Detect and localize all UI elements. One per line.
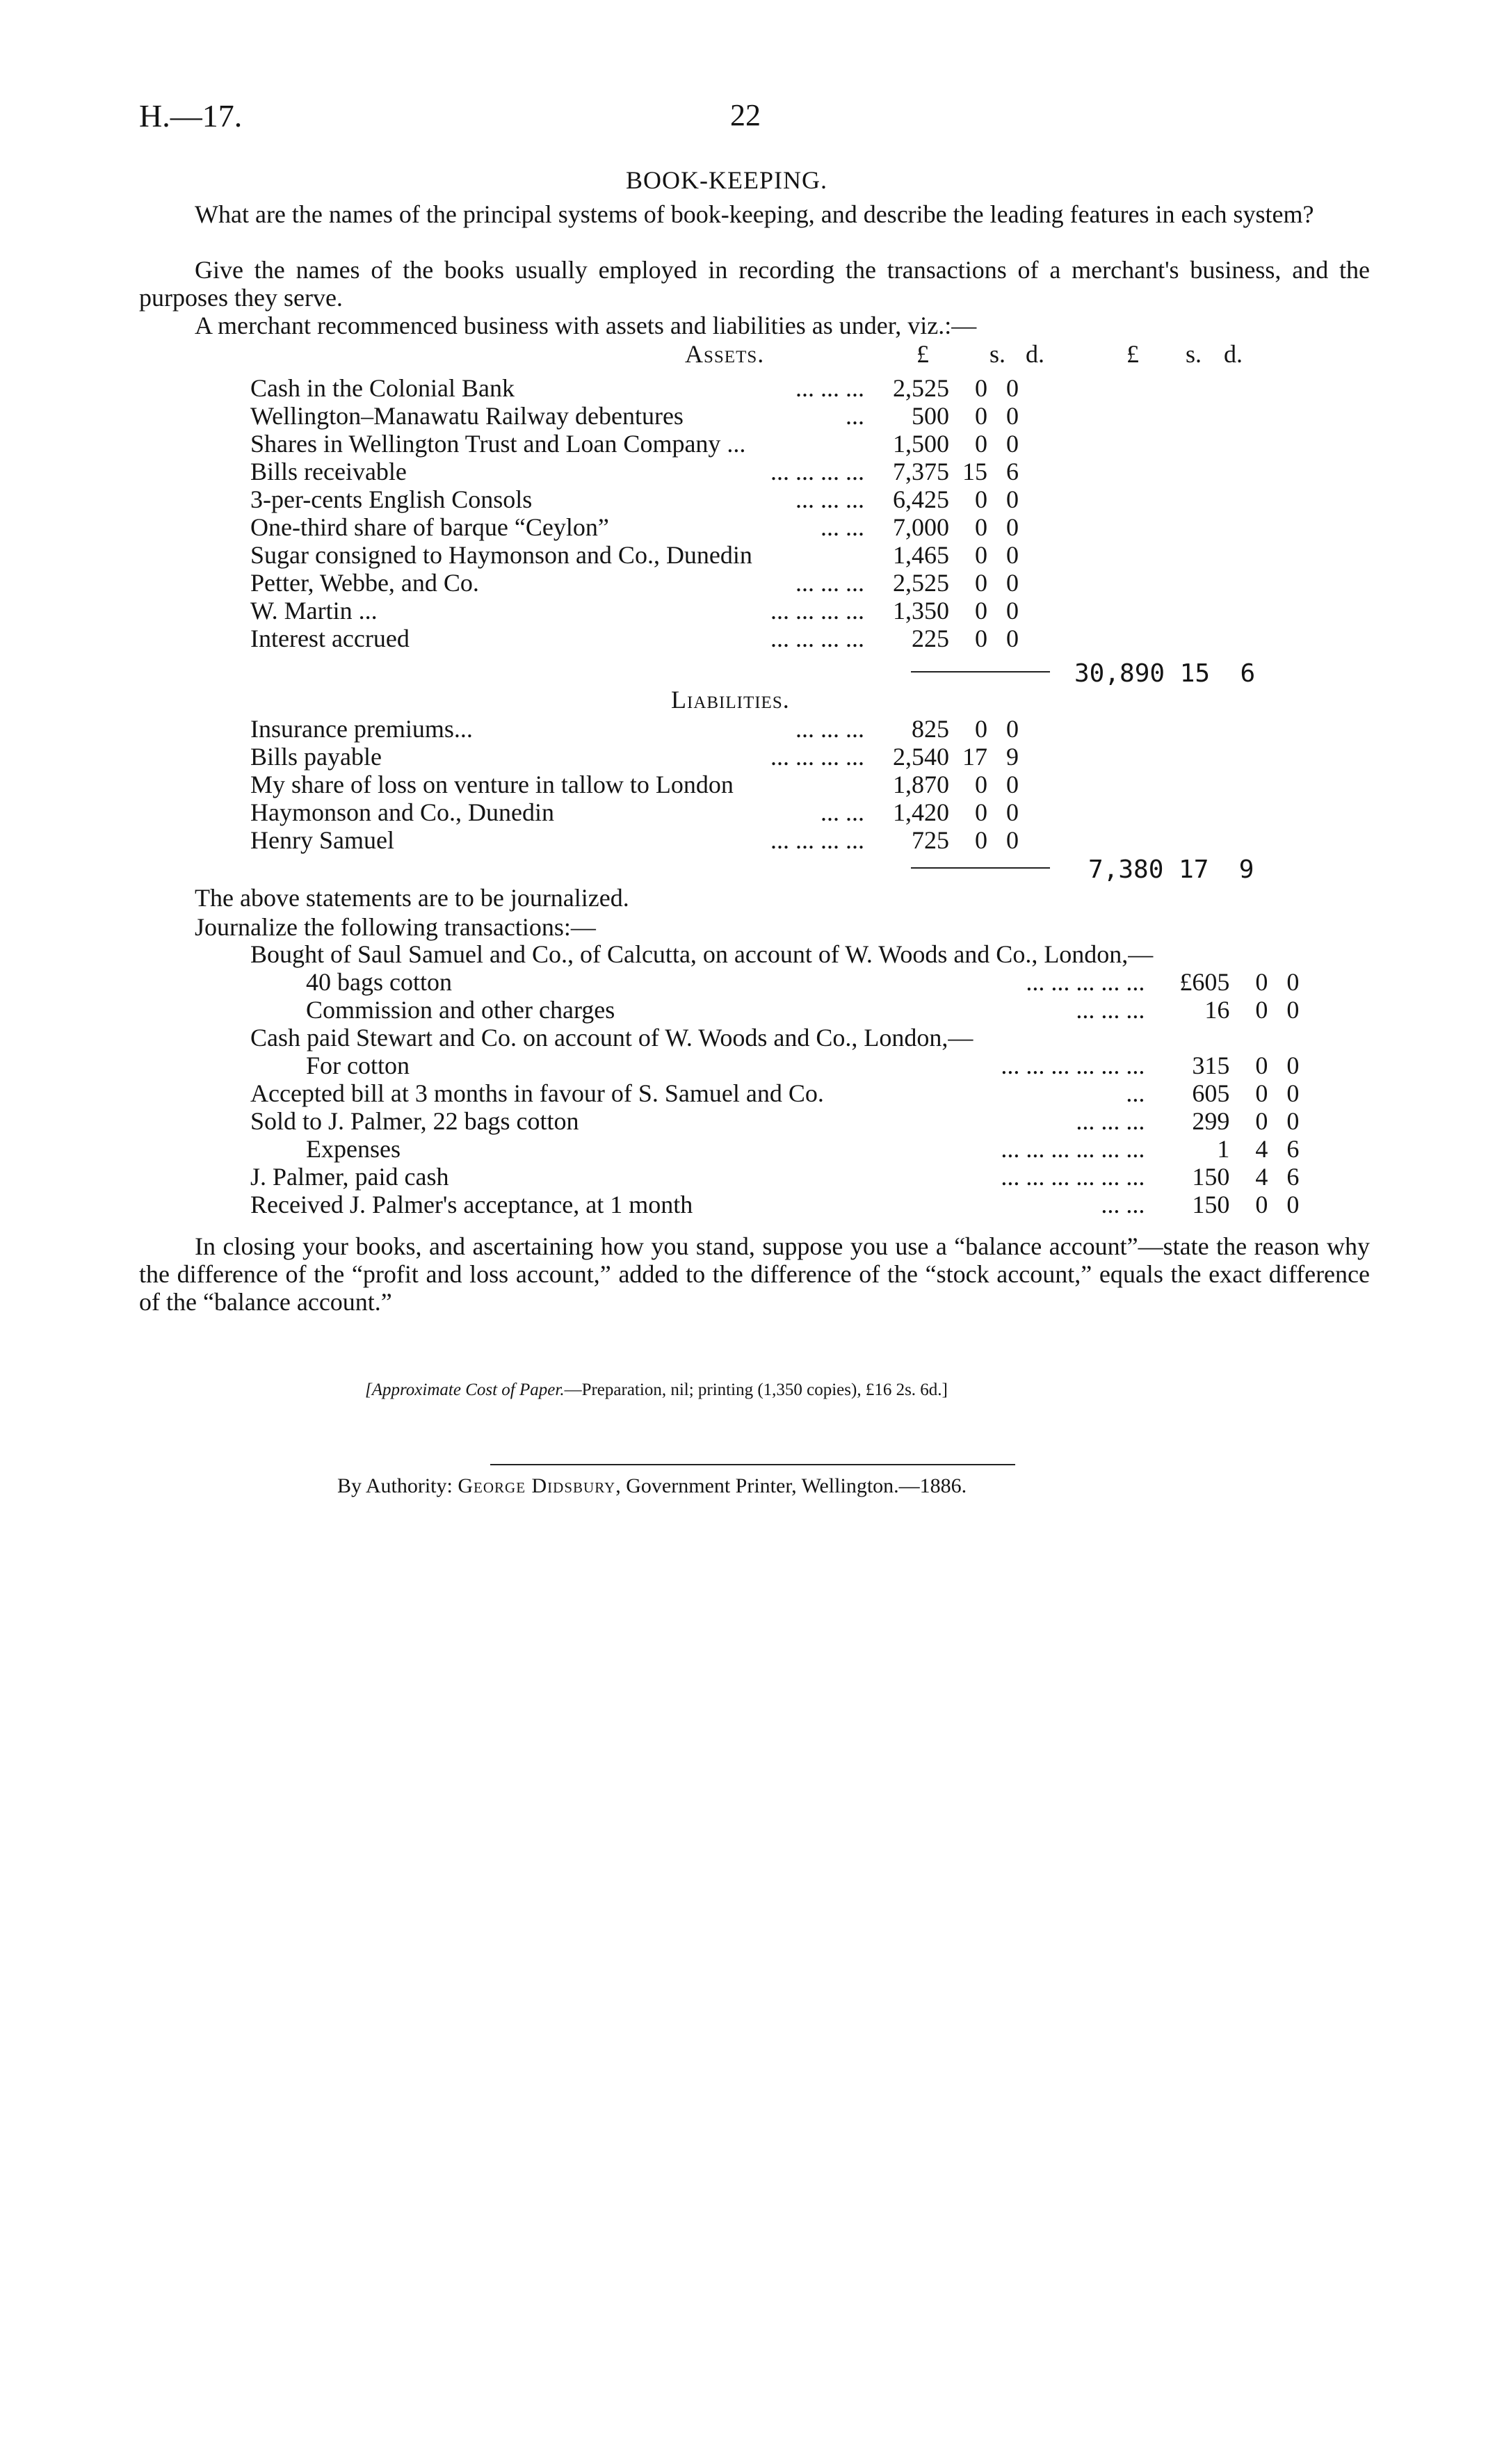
journalize-intro: Journalize the following transactions:— <box>195 913 596 941</box>
asset-row-shillings: 0 <box>975 597 987 625</box>
liabilities-sum-rule <box>911 867 1050 869</box>
question-3 <box>139 312 1370 339</box>
footer-rule <box>490 1464 1015 1465</box>
asset-row-label <box>250 430 873 458</box>
liabilities-heading: Liabilities. <box>671 686 790 714</box>
transaction-row-shillings: 0 <box>1255 1107 1268 1135</box>
col-header-shillings: s. <box>989 340 1006 368</box>
transaction-row-label <box>250 968 1153 996</box>
liability-row-pounds: 2,540 <box>893 743 949 771</box>
transaction-row <box>250 1135 1299 1163</box>
asset-row-label <box>250 625 873 652</box>
asset-row <box>250 569 1019 597</box>
asset-row-pence: 0 <box>1006 374 1019 402</box>
assets-heading: Assets. <box>685 340 765 368</box>
asset-row-label <box>250 541 873 569</box>
document-reference: H.—17. <box>139 98 243 134</box>
asset-row-shillings: 0 <box>975 569 987 597</box>
col-header-pence: d. <box>1026 340 1044 368</box>
transaction-row-shillings: 0 <box>1255 1052 1268 1079</box>
transaction-row-text: Bought of Saul Samuel and Co., of Calcutta, on account of W. Woods and Co., London,— <box>250 940 1154 968</box>
asset-row <box>250 458 1019 485</box>
transaction-row-pence: 0 <box>1286 968 1300 996</box>
asset-row <box>250 402 1019 430</box>
transaction-row-pounds: 150 <box>1192 1163 1230 1191</box>
asset-row-shillings: 0 <box>975 625 987 652</box>
asset-row <box>250 430 1019 458</box>
transaction-row <box>250 1163 1299 1191</box>
transaction-row-label <box>250 1024 1153 1052</box>
transaction-row <box>250 968 1299 996</box>
question-1-text: What are the names of the principal systems of book-keeping, and describe the leading features in each system? <box>195 200 1314 228</box>
asset-row-label <box>250 513 873 541</box>
asset-row-shillings: 0 <box>975 485 987 513</box>
transaction-row <box>250 1191 1299 1218</box>
transaction-row-leader: ... ... ... ... ... ... <box>1001 1163 1145 1191</box>
asset-row-label <box>250 569 873 597</box>
transaction-row-pence <box>1268 1024 1299 1052</box>
asset-row-leader: ... ... ... <box>795 374 864 402</box>
liabilities-total-pence: 9 <box>1238 855 1254 884</box>
liability-row <box>250 798 1019 826</box>
total-header-shillings: s. <box>1186 340 1202 368</box>
transaction-row-text: For cotton <box>306 1052 410 1079</box>
assets-total-shillings: 15 <box>1179 659 1211 688</box>
transaction-row-shillings: 4 <box>1255 1135 1268 1163</box>
asset-row <box>250 625 1019 652</box>
asset-row-text: Cash in the Colonial Bank <box>250 374 515 402</box>
liability-row-leader: ... ... ... ... <box>770 826 864 854</box>
transaction-row-pounds: 605 <box>1192 1079 1230 1107</box>
asset-row-text: Interest accrued <box>250 625 410 652</box>
asset-row-pence: 0 <box>1006 402 1019 430</box>
transaction-row-shillings: 0 <box>1255 1191 1268 1218</box>
asset-row-shillings: 0 <box>975 430 987 458</box>
transaction-row-pence: 0 <box>1286 996 1300 1024</box>
transaction-row-leader: ... ... ... ... ... ... <box>1001 1135 1145 1163</box>
liabilities-total-pounds: 7,380 <box>1088 855 1164 884</box>
liability-row <box>250 771 1019 798</box>
asset-row-leader: ... ... ... <box>795 485 864 513</box>
liability-row-text: Bills payable <box>250 743 382 771</box>
footnote-open-bracket: [ <box>365 1380 372 1399</box>
question-1 <box>139 200 1370 228</box>
imprint-suffix: , Government Printer, Wellington.—1886. <box>615 1474 967 1497</box>
transaction-row-text: J. Palmer, paid cash <box>250 1163 449 1191</box>
transaction-row-shillings: 0 <box>1255 996 1268 1024</box>
liability-row-leader: ... ... ... <box>795 715 864 743</box>
liability-row-pence: 9 <box>1006 743 1019 771</box>
liability-row <box>250 826 1019 854</box>
transaction-row-pence: 0 <box>1286 1107 1300 1135</box>
liability-row-text: Haymonson and Co., Dunedin <box>250 798 554 826</box>
asset-row-shillings: 0 <box>975 541 987 569</box>
transaction-row-pounds: 315 <box>1192 1052 1230 1079</box>
asset-row-pounds: 2,525 <box>893 569 949 597</box>
liability-row-leader: ... ... <box>821 798 864 826</box>
transaction-row-label <box>250 1079 1153 1107</box>
transaction-row-text: Expenses <box>306 1135 401 1163</box>
transaction-row-shillings: 4 <box>1255 1163 1268 1191</box>
question-3-text: A merchant recommenced business with assets and liabilities as under, viz.:— <box>195 312 977 339</box>
transaction-row-text: Commission and other charges <box>306 996 615 1024</box>
transaction-row <box>250 1079 1299 1107</box>
asset-row-text: W. Martin ... <box>250 597 378 625</box>
asset-row <box>250 541 1019 569</box>
liability-row-text: Henry Samuel <box>250 826 394 854</box>
cost-footnote <box>365 1380 948 1400</box>
liability-row-label <box>250 771 873 798</box>
asset-row-label <box>250 458 873 485</box>
assets-total <box>1074 659 1255 688</box>
asset-row-text: One-third share of barque “Ceylon” <box>250 513 609 541</box>
col-header-pounds: £ <box>916 340 929 368</box>
asset-row-leader: ... ... ... ... <box>770 625 864 652</box>
total-header-pence: d. <box>1224 340 1243 368</box>
asset-row-pence: 0 <box>1006 597 1019 625</box>
asset-row-pounds: 1,350 <box>893 597 949 625</box>
liability-row <box>250 715 1019 743</box>
transaction-row <box>250 996 1299 1024</box>
liability-row-pounds: 725 <box>912 826 949 854</box>
transaction-row-text: Received J. Palmer's acceptance, at 1 month <box>250 1191 693 1218</box>
transaction-row-shillings <box>1229 940 1268 968</box>
liability-row-label <box>250 743 873 771</box>
liability-row-label <box>250 798 873 826</box>
asset-row-pence: 0 <box>1006 569 1019 597</box>
transaction-row-label <box>250 1052 1153 1079</box>
imprint-prefix: By Authority: <box>337 1474 453 1497</box>
asset-row-pounds: 1,500 <box>893 430 949 458</box>
liability-row-label <box>250 715 873 743</box>
liabilities-total-shillings: 17 <box>1179 855 1209 884</box>
transaction-row-label <box>250 1135 1153 1163</box>
asset-row-shillings: 0 <box>975 374 987 402</box>
transaction-row-label <box>250 1163 1153 1191</box>
asset-row-text: Sugar consigned to Haymonson and Co., Dunedin <box>250 541 752 569</box>
asset-row-pounds: 6,425 <box>893 485 949 513</box>
transaction-row-pounds: 299 <box>1192 1107 1230 1135</box>
transaction-row-shillings <box>1229 1024 1268 1052</box>
liability-row-shillings: 0 <box>975 798 987 826</box>
transaction-row-text: Accepted bill at 3 months in favour of S. Samuel and Co. <box>250 1079 824 1107</box>
transaction-row-leader: ... <box>1126 1079 1145 1107</box>
transaction-row-pence: 0 <box>1286 1191 1300 1218</box>
asset-row-pence: 0 <box>1006 430 1019 458</box>
asset-row-pounds: 7,000 <box>893 513 949 541</box>
transaction-row-label <box>250 1107 1153 1135</box>
total-header-pounds: £ <box>1126 340 1139 368</box>
asset-row-label <box>250 374 873 402</box>
closing-paragraph-text: In closing your books, and ascertaining how you stand, suppose you use a “balance account”—state the reason why the difference of the “profit and loss account,” added to the difference of the “stock account,” equals the exact difference of the “balance account.” <box>139 1232 1370 1316</box>
transaction-row <box>250 1024 1299 1052</box>
transaction-row-leader: ... ... ... <box>1076 1107 1145 1135</box>
asset-row-label <box>250 597 873 625</box>
liability-row-pence: 0 <box>1006 715 1019 743</box>
asset-row-pounds: 1,465 <box>893 541 949 569</box>
transaction-row-pence <box>1268 940 1299 968</box>
closing-paragraph <box>139 1232 1370 1316</box>
transaction-row-pounds: £605 <box>1179 968 1230 996</box>
transaction-row-pounds: 150 <box>1192 1191 1230 1218</box>
asset-row-pounds: 225 <box>912 625 949 652</box>
liability-row-text: My share of loss on venture in tallow to London <box>250 771 734 798</box>
asset-row <box>250 485 1019 513</box>
transaction-row-label <box>250 996 1153 1024</box>
asset-row-pounds: 7,375 <box>893 458 949 485</box>
asset-row-leader: ... ... ... ... <box>770 458 864 485</box>
transaction-row <box>250 1052 1299 1079</box>
transaction-row-pence: 0 <box>1286 1079 1300 1107</box>
liability-row-shillings: 0 <box>975 715 987 743</box>
transaction-row-leader: ... ... ... <box>1076 996 1145 1024</box>
liability-row-text: Insurance premiums... <box>250 715 473 743</box>
asset-row <box>250 597 1019 625</box>
question-2 <box>139 256 1370 312</box>
transaction-row-shillings: 0 <box>1255 968 1268 996</box>
liability-row-pence: 0 <box>1006 771 1019 798</box>
transaction-row <box>250 1107 1299 1135</box>
asset-row-leader: ... ... ... <box>795 569 864 597</box>
asset-row-pence: 0 <box>1006 485 1019 513</box>
asset-row-label <box>250 485 873 513</box>
liabilities-total <box>1088 855 1254 884</box>
asset-row-text: Shares in Wellington Trust and Loan Company ... <box>250 430 746 458</box>
transaction-row-text: Sold to J. Palmer, 22 bags cotton <box>250 1107 579 1135</box>
liability-row-leader: ... ... ... ... <box>770 743 864 771</box>
transaction-row-pounds <box>1153 940 1229 968</box>
transaction-row-pence: 6 <box>1286 1163 1300 1191</box>
asset-row-pence: 0 <box>1006 625 1019 652</box>
asset-row-shillings: 0 <box>975 402 987 430</box>
asset-row-leader: ... <box>846 402 864 430</box>
page-number: 22 <box>730 98 761 132</box>
asset-row-pounds: 500 <box>912 402 949 430</box>
liability-row-pounds: 1,870 <box>893 771 949 798</box>
transaction-row-label <box>250 1191 1153 1218</box>
section-title: BOOK-KEEPING. <box>626 166 827 194</box>
liability-row-pounds: 1,420 <box>893 798 949 826</box>
liability-row-label <box>250 826 873 854</box>
assets-total-pounds: 30,890 <box>1074 659 1165 688</box>
asset-row <box>250 374 1019 402</box>
transaction-row-pounds: 1 <box>1217 1135 1230 1163</box>
assets-total-pence: 6 <box>1240 659 1256 688</box>
liability-row-pence: 0 <box>1006 798 1019 826</box>
asset-row-leader: ... ... ... ... <box>770 597 864 625</box>
transactions-table <box>250 940 1299 1218</box>
transaction-row-shillings: 0 <box>1255 1079 1268 1107</box>
assets-table <box>250 374 1019 652</box>
asset-row-text: Bills receivable <box>250 458 407 485</box>
liability-row-shillings: 17 <box>962 743 987 771</box>
asset-row-text: 3-per-cents English Consols <box>250 485 533 513</box>
transaction-row-pence: 0 <box>1286 1052 1300 1079</box>
transaction-row-leader: ... ... <box>1101 1191 1145 1218</box>
asset-row-label <box>250 402 873 430</box>
asset-row-shillings: 15 <box>962 458 987 485</box>
footnote-text: —Preparation, nil; printing (1,350 copies), £16 2s. 6d.] <box>564 1380 948 1399</box>
asset-row-shillings: 0 <box>975 513 987 541</box>
liability-row-shillings: 0 <box>975 826 987 854</box>
asset-row-pence: 0 <box>1006 541 1019 569</box>
transaction-row-pounds: 16 <box>1204 996 1230 1024</box>
question-2-text: Give the names of the books usually employed in recording the transactions of a merchant's business, and the purposes they serve. <box>139 256 1370 312</box>
assets-sum-rule <box>911 671 1050 673</box>
asset-row-leader: ... ... <box>821 513 864 541</box>
transaction-row-pence: 6 <box>1286 1135 1300 1163</box>
transaction-row-label <box>250 940 1153 968</box>
imprint-printer: George Didsbury <box>458 1474 616 1497</box>
asset-row-pence: 6 <box>1006 458 1019 485</box>
asset-row-text: Wellington–Manawatu Railway debentures <box>250 402 684 430</box>
transaction-row-leader: ... ... ... ... ... ... <box>1001 1052 1145 1079</box>
liability-row-pounds: 825 <box>912 715 949 743</box>
liability-row <box>250 743 1019 771</box>
liabilities-table <box>250 715 1019 854</box>
liability-row-shillings: 0 <box>975 771 987 798</box>
asset-row-pence: 0 <box>1006 513 1019 541</box>
transaction-row <box>250 940 1299 968</box>
printer-imprint <box>337 1474 967 1498</box>
asset-row <box>250 513 1019 541</box>
transaction-row-pounds <box>1153 1024 1229 1052</box>
footnote-label: Approximate Cost of Paper. <box>371 1380 565 1399</box>
asset-row-pounds: 2,525 <box>893 374 949 402</box>
transaction-row-text: Cash paid Stewart and Co. on account of W. Woods and Co., London,— <box>250 1024 973 1052</box>
liability-row-pence: 0 <box>1006 826 1019 854</box>
transaction-row-leader: ... ... ... ... ... <box>1026 968 1145 996</box>
after-statements-text: The above statements are to be journalized. <box>195 884 629 912</box>
asset-row-text: Petter, Webbe, and Co. <box>250 569 479 597</box>
transaction-row-text: 40 bags cotton <box>306 968 452 996</box>
